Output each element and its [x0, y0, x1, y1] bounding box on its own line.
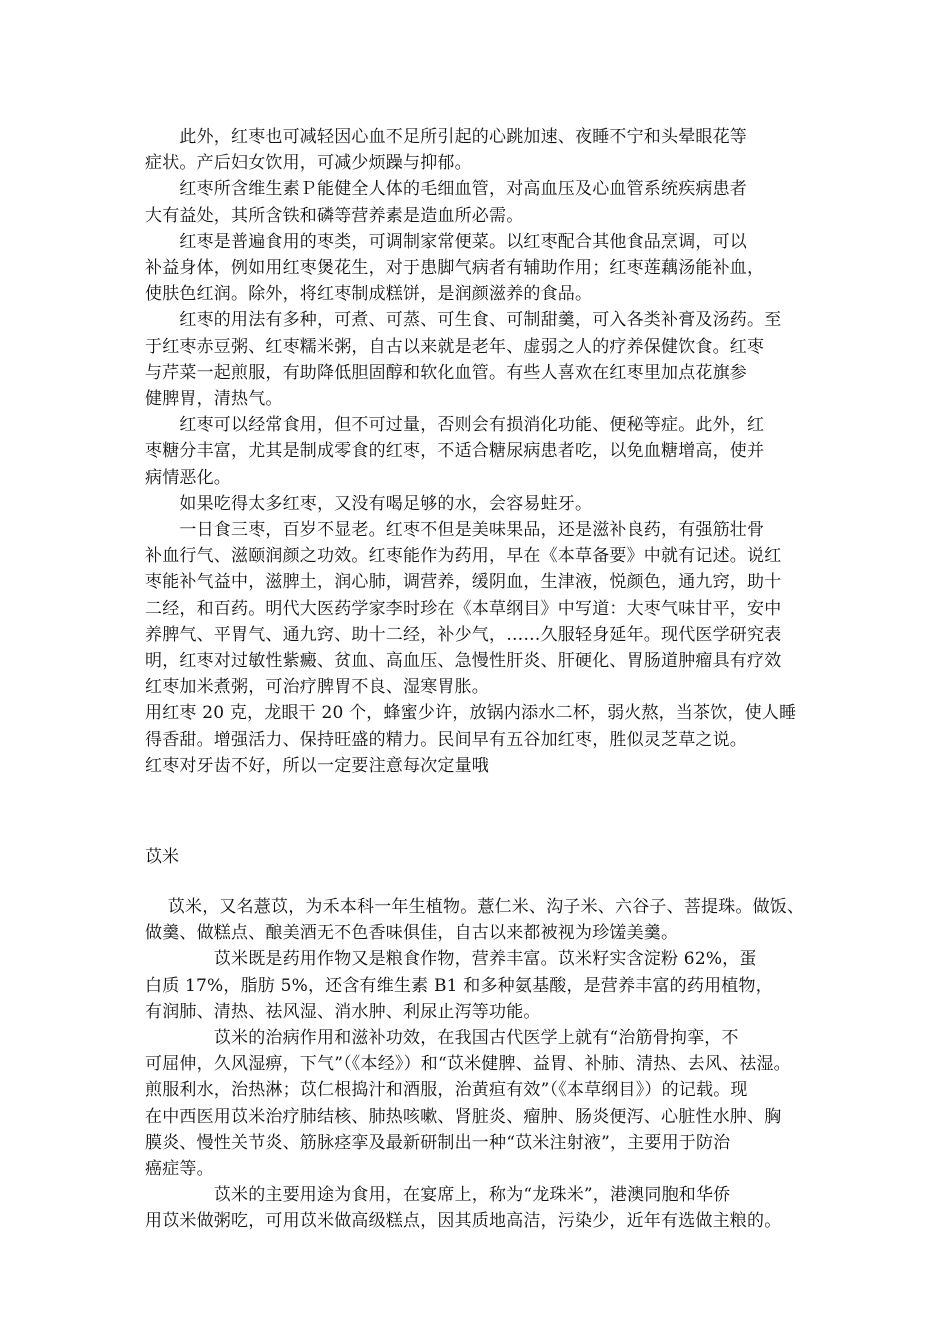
text-line: 于红枣赤豆粥、红枣糯米粥，自古以来就是老年、虚弱之人的疗养保健饮食。红枣 [145, 336, 765, 357]
text-line: 苡米的治病作用和滋补功效，在我国古代医学上就有“治筋骨拘挛，不 [145, 1028, 739, 1048]
text-line: 红枣所含维生素Ｐ能健全人体的毛细血管，对高血压及心血管系统疾病患者 [145, 179, 747, 200]
text-line: 红枣对牙齿不好，所以一定要注意每次定量哦 [145, 755, 489, 776]
text-line: 使肤色红润。除外，将红枣制成糕饼，是润颜滋养的食品。 [145, 284, 593, 305]
text-line: 苡米的主要用途为食用，在宴席上，称为“龙珠米”，港澳同胞和华侨 [145, 1185, 731, 1206]
text-line: 症状。产后妇女饮用，可减少烦躁与抑郁。 [145, 153, 472, 174]
text-line: 做羹、做糕点、酿美酒无不色香味俱佳，自古以来都被视为珍馐美羹。 [145, 923, 679, 944]
text-line: 在中西医用苡米治疗肺结核、肺热咳嗽、肾脏炎、瘤肿、肠炎便泻、心脏性水肿、胸 [145, 1106, 782, 1127]
text-line: 大有益处，其所含铁和磷等营养素是造血所必需。 [145, 205, 524, 226]
text-line: 明，红枣对过敏性紫癜、贫血、高血压、急慢性肝炎、肝硬化、胃肠道肿瘤具有疗效 [145, 651, 782, 671]
text-line: 健脾胃，清热气。 [145, 389, 283, 409]
text-line: 膜炎、慢性关节炎、筋脉痉挛及最新研制出一种“苡米注射液”，主要用于防治 [145, 1132, 731, 1153]
text-line: 有润肺、清热、祛风湿、消水肿、利尿止泻等功能。 [145, 1001, 541, 1022]
text-line: 一日食三枣，百岁不显老。红枣不但是美味果品，还是滋补良药，有强筋壮骨 [145, 520, 765, 540]
text-line: 红枣可以经常食用，但不可过量，否则会有损消化功能、便秘等症。此外，红 [145, 415, 765, 436]
text-line: 养脾气、平胃气、通九窍、助十二经，补少气，……久服轻身延年。现代医学研究表 [145, 624, 782, 645]
text-line: 可屈伸，久风湿痹，下气”（《本经》）和“苡米健脾、益胃、补肺、清热、去风、祛湿。 [145, 1054, 791, 1075]
text-line: 红枣的用法有多种，可煮、可蒸、可生食、可制甜羹，可入各类补膏及汤药。至 [145, 310, 782, 331]
text-line: 如果吃得太多红枣，又没有喝足够的水，会容易蛀牙。 [145, 493, 593, 514]
text-line: 病情恶化。 [145, 467, 231, 488]
text-line: 红枣加米煮粥，可治疗脾胃不良、湿寒胃胀。 [145, 677, 489, 698]
text-line: 白质 17%，脂肪 5%，还含有维生素 B1 和多种氨基酸，是营养丰富的药用植物， [145, 975, 773, 996]
text-line: 苡米，又名薏苡，为禾本科一年生植物。薏仁米、沟子米、六谷子、菩提珠。做饭、 [145, 897, 805, 917]
text-line: 枣能补气益中，滋脾土，润心肺，调营养，缓阴血，生津液，悦颜色，通九窍，助十 [145, 572, 782, 593]
text-line: 枣糖分丰富，尤其是制成零食的红枣，不适合糖尿病患者吃，以免血糖增高，使并 [145, 441, 765, 462]
text-line: 补血行气、滋颐润颜之功效。红枣能作为药用，早在《本草备要》中就有记述。说红 [145, 546, 782, 567]
section-title-yimi: 苡米 [145, 847, 179, 867]
text-line: 与芹菜一起煎服，有助降低胆固醇和软化血管。有些人喜欢在红枣里加点花旗参 [145, 362, 747, 383]
text-line: 用红枣 20 克，龙眼干 20 个，蜂蜜少许，放锅内添水二杯，弱火熬，当茶饮，使人睡 [145, 703, 797, 724]
text-line: 补益身体，例如用红枣煲花生，对于患脚气病者有辅助作用；红枣莲藕汤能补血， [145, 258, 765, 278]
text-line: 得香甜。增强活力、保持旺盛的精力。民间早有五谷加红枣，胜似灵芝草之说。 [145, 729, 747, 750]
text-line: 煎服利水，治热淋；苡仁根捣汁和酒服，治黄疸有效”（《本草纲目》）的记载。现 [145, 1080, 748, 1101]
text-line: 此外，红枣也可减轻因心血不足所引起的心跳加速、夜睡不宁和头晕眼花等 [145, 127, 747, 147]
text-line: 二经，和百药。明代大医药学家李时珍在《本草纲目》中写道：大枣气味甘平，安中 [145, 598, 782, 619]
text-line: 红枣是普遍食用的枣类，可调制家常便菜。以红枣配合其他食品烹调，可以 [145, 231, 747, 252]
text-line: 癌症等。 [145, 1159, 214, 1179]
text-line: 苡米既是药用作物又是粮食作物，营养丰富。苡米籽实含淀粉 62%，蛋 [145, 949, 757, 970]
text-line: 用苡米做粥吃，可用苡米做高级糕点，因其质地高洁，污染少，近年有选做主粮的。 [145, 1211, 782, 1232]
